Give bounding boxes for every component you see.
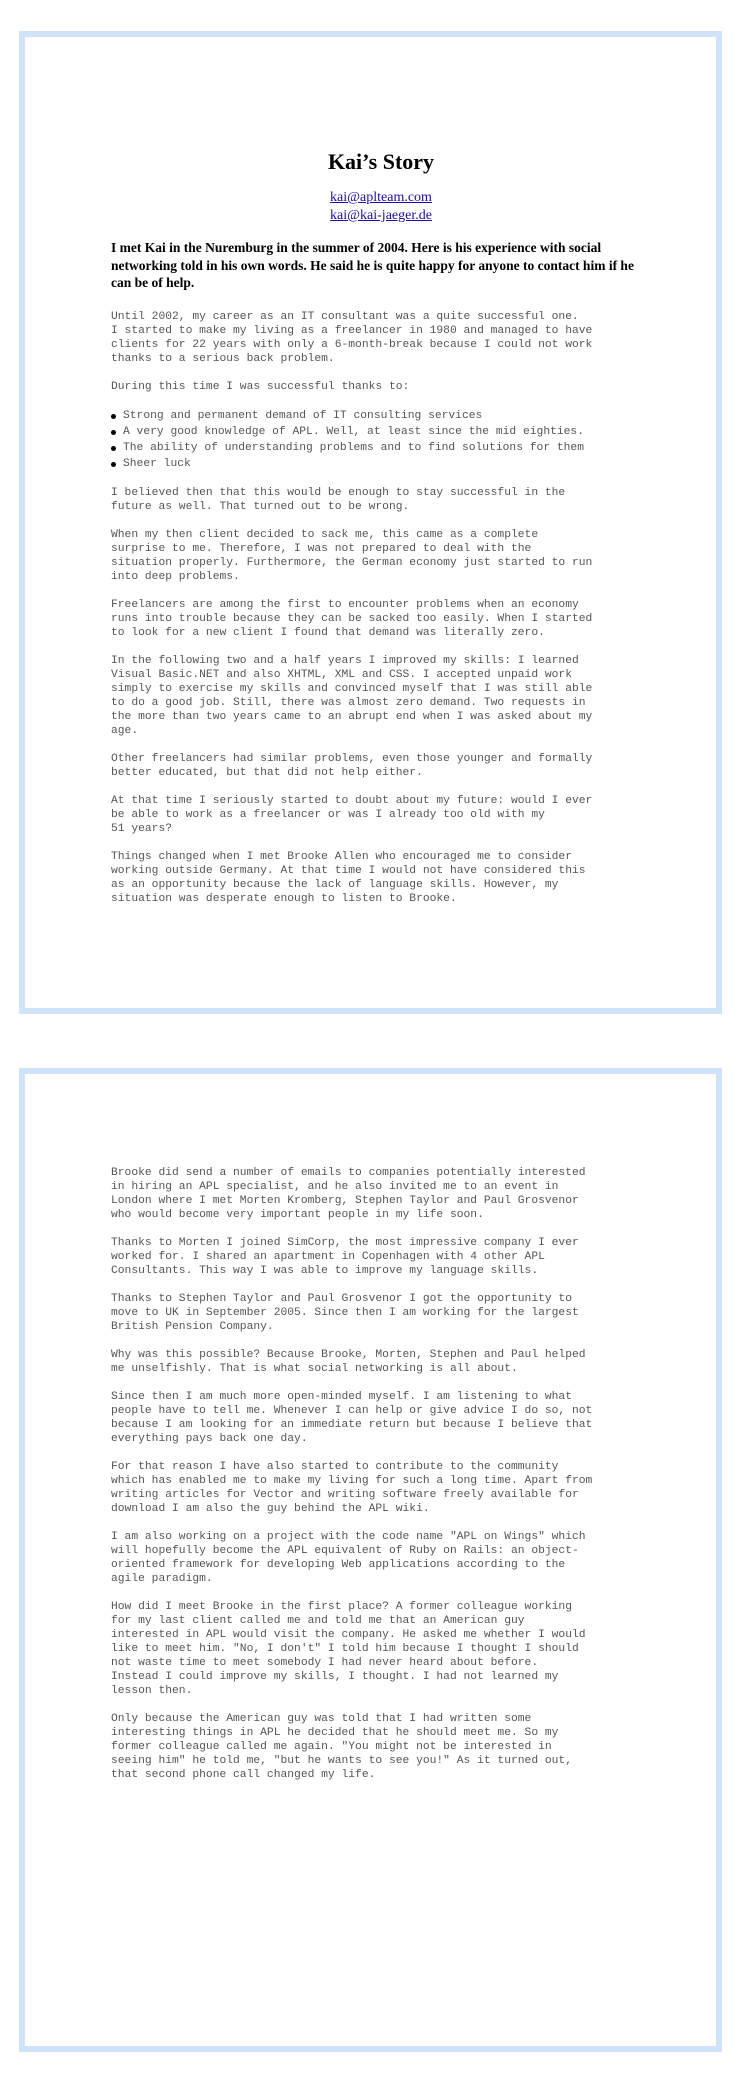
paragraph: Thanks to Morten I joined SimCorp, the most impressive company I ever worked for. I shared an apartment in Copenhagen with 4 other APL Consultants. This way I was able to improve my language skills. bbox=[111, 1237, 579, 1277]
intro-paragraph: I met Kai in the Nuremburg in the summer of 2004. Here is his experience with social networking told in his own words. He said he is quite happy for anyone to contact him if he can be of help. bbox=[111, 240, 634, 290]
paragraph: During this time I was successful thanks to: bbox=[111, 380, 410, 393]
paragraph: For that reason I have also started to contribute to the community which has enabled me to make my living for such a long time. Apart from writing articles for Vector and writing software freely available for download I am also the guy behind the APL wiki. bbox=[111, 1461, 593, 1515]
page-one bbox=[19, 31, 722, 1014]
paragraph: Only because the American guy was told that I had written some interesting things in APL he decided that he should meet me. So my former colleague called me again. "You might not be interested in seeing him" he told me, "but he wants to see you!" As it turned out, that second phone call changed my life. bbox=[111, 1713, 572, 1781]
page-two-content bbox=[111, 1166, 651, 1796]
list-item: Strong and permanent demand of IT consulting services bbox=[111, 408, 651, 424]
paragraph: Things changed when I met Brooke Allen who encouraged me to consider working outside Germany. At that time I would not have considered this as an opportunity because the lack of language skills. However, my situation was desperate enough to listen to Brooke. bbox=[111, 850, 586, 905]
list-item: Sheer luck bbox=[111, 456, 651, 472]
paragraph: At that time I seriously started to doubt about my future: would I ever be able to work as a freelancer or was I already too old with my 51 years? bbox=[111, 794, 593, 835]
paragraph: How did I meet Brooke in the first place? A former colleague working for my last client called me and told me that an American guy interested in APL would visit the company. He asked me whether I would like to meet him. "No, I don't" I told him because I thought I should not waste time to meet somebody I had never heard about before. Instead I could improve my skills, I thought. I had not learned my lesson then. bbox=[111, 1601, 586, 1697]
paragraph: I am also working on a project with the code name "APL on Wings" which will hopefully become the APL equivalent of Ruby on Rails: an object- oriented framework for developing Web applications according to the agile paradigm. bbox=[111, 1531, 586, 1585]
email-link-kai-jaeger[interactable]: kai@kai-jaeger.de bbox=[330, 208, 432, 223]
list-item: A very good knowledge of APL. Well, at least since the mid eighties. bbox=[111, 424, 651, 440]
page-title: Kai’s Story bbox=[327, 149, 435, 174]
paragraph: Freelancers are among the first to encounter problems when an economy runs into trouble because they can be sacked too easily. When I started to look for a new client I found that demand was literally zero. bbox=[111, 598, 593, 639]
paragraph: When my then client decided to sack me, this came as a complete surprise to me. Therefore, I was not prepared to deal with the situation properly. Furthermore, the German economy just started to run into deep problems. bbox=[111, 528, 593, 583]
paragraph: In the following two and a half years I improved my skills: I learned Visual Basic.NET and also XHTML, XML and CSS. I accepted unpaid work simply to exercise my skills and convinced myself that I was still able to do a good job. Still, there was almost zero demand. Two requests in the more than two years came to an abrupt end when I was asked about my age. bbox=[111, 654, 593, 737]
page-two bbox=[19, 1068, 722, 2052]
paragraph: Brooke did send a number of emails to companies potentially interested in hiring an APL specialist, and he also invited me to an event in London where I met Morten Kromberg, Stephen Taylor and Paul Grosvenor who would become very important people in my life soon. bbox=[111, 1167, 586, 1221]
paragraph: Why was this possible? Because Brooke, Morten, Stephen and Paul helped me unselfishly. That is what social networking is all about. bbox=[111, 1349, 586, 1375]
list-item: The ability of understanding problems and to find solutions for them bbox=[111, 440, 651, 456]
email-links bbox=[111, 189, 651, 225]
success-factors-list bbox=[111, 408, 651, 472]
page-one-content bbox=[111, 149, 651, 920]
paragraph: I believed then that this would be enough to stay successful in the future as well. That turned out to be wrong. bbox=[111, 486, 566, 513]
paragraph: Thanks to Stephen Taylor and Paul Grosvenor I got the opportunity to move to UK in September 2005. Since then I am working for the largest British Pension Company. bbox=[111, 1293, 579, 1333]
paragraph: Until 2002, my career as an IT consultant was a quite successful one. I started to make my living as a freelancer in 1980 and managed to have clients for 22 years with only a 6-month-break because I could not work thanks to a serious back problem. bbox=[111, 310, 593, 365]
email-link-aplteam[interactable]: kai@aplteam.com bbox=[330, 190, 432, 205]
paragraph: Other freelancers had similar problems, even those younger and formally better educated, but that did not help either. bbox=[111, 752, 593, 779]
paragraph: Since then I am much more open-minded myself. I am listening to what people have to tell me. Whenever I can help or give advice I do so, not because I am looking for an immediate return but because I believe that everything pays back one day. bbox=[111, 1391, 593, 1445]
